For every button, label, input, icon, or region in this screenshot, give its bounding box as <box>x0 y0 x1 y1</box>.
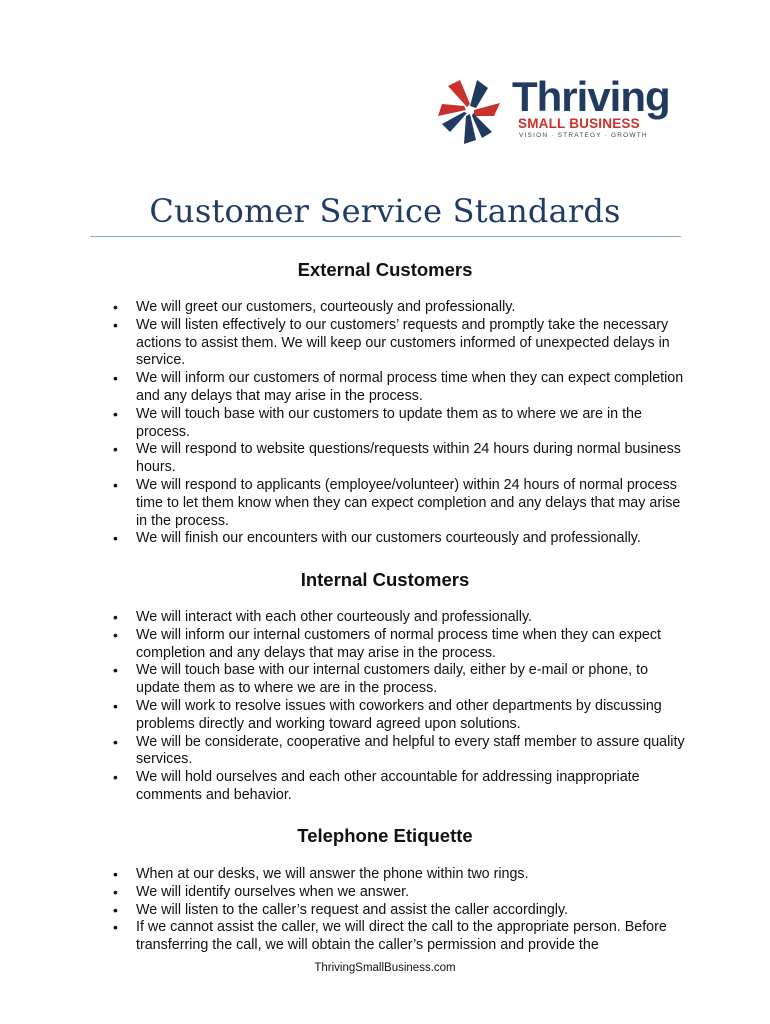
list-item: • We will finish our encounters with our customers courteously and professionally. <box>113 530 693 548</box>
logo-wordmark: Thriving <box>512 73 670 120</box>
company-logo <box>432 72 677 150</box>
list-item: • We will hold ourselves and each other accountable for addressing inappropriate comments and behavior. <box>113 769 693 805</box>
list-item: • We will touch base with our internal customers daily, either by e-mail or phone, to update them as to where we are in the process. <box>113 662 693 698</box>
list-item: • We will greet our customers, courteously and professionally. <box>113 299 693 317</box>
list-item: • We will identify ourselves when we answer. <box>113 884 693 902</box>
section-heading-external: External Customers <box>297 259 473 280</box>
list-item: • We will be considerate, cooperative and helpful to every staff member to assure quality services. <box>113 734 693 770</box>
title-divider <box>90 236 681 237</box>
list-item: • When at our desks, we will answer the phone within two rings. <box>113 866 693 884</box>
list-item: • If we cannot assist the caller, we will direct the call to the appropriate person. Before transferring the call, we will obtain the caller’s permission and provide the <box>113 919 693 955</box>
star-mark-icon <box>432 72 512 150</box>
footer-website: ThrivingSmallBusiness.com <box>314 962 456 974</box>
list-item: • We will interact with each other courteously and professionally. <box>113 609 693 627</box>
page-title: Customer Service Standards <box>149 192 621 230</box>
telephone-etiquette-list <box>113 866 693 955</box>
section-heading-telephone: Telephone Etiquette <box>297 825 473 846</box>
list-item: • We will listen effectively to our customers’ requests and promptly take the necessary actions to assist them. We will keep our customers informed of unexpected delays in service. <box>113 317 693 370</box>
list-item: • We will work to resolve issues with coworkers and other departments by discussing problems directly and working toward agreed upon solutions. <box>113 698 693 734</box>
internal-customers-list <box>113 609 693 805</box>
section-heading-internal: Internal Customers <box>300 569 470 590</box>
list-item: • We will respond to website questions/requests within 24 hours during normal business hours. <box>113 441 693 477</box>
list-item: • We will listen to the caller’s request and assist the caller accordingly. <box>113 902 693 920</box>
logo-tagline: VISION · STRATEGY · GROWTH <box>519 132 648 139</box>
list-item: • We will inform our internal customers of normal process time when they can expect completion and any delays that may arise in the process. <box>113 627 693 663</box>
list-item: • We will touch base with our customers to update them as to where we are in the process. <box>113 406 693 442</box>
list-item: • We will inform our customers of normal process time when they can expect completion and any delays that may arise in the process. <box>113 370 693 406</box>
external-customers-list <box>113 299 693 548</box>
list-item: • We will respond to applicants (employee/volunteer) within 24 hours of normal process time to let them know when they can expect completion and any delays that may arise in the process. <box>113 477 693 530</box>
logo-subtitle: SMALL BUSINESS <box>518 116 640 131</box>
